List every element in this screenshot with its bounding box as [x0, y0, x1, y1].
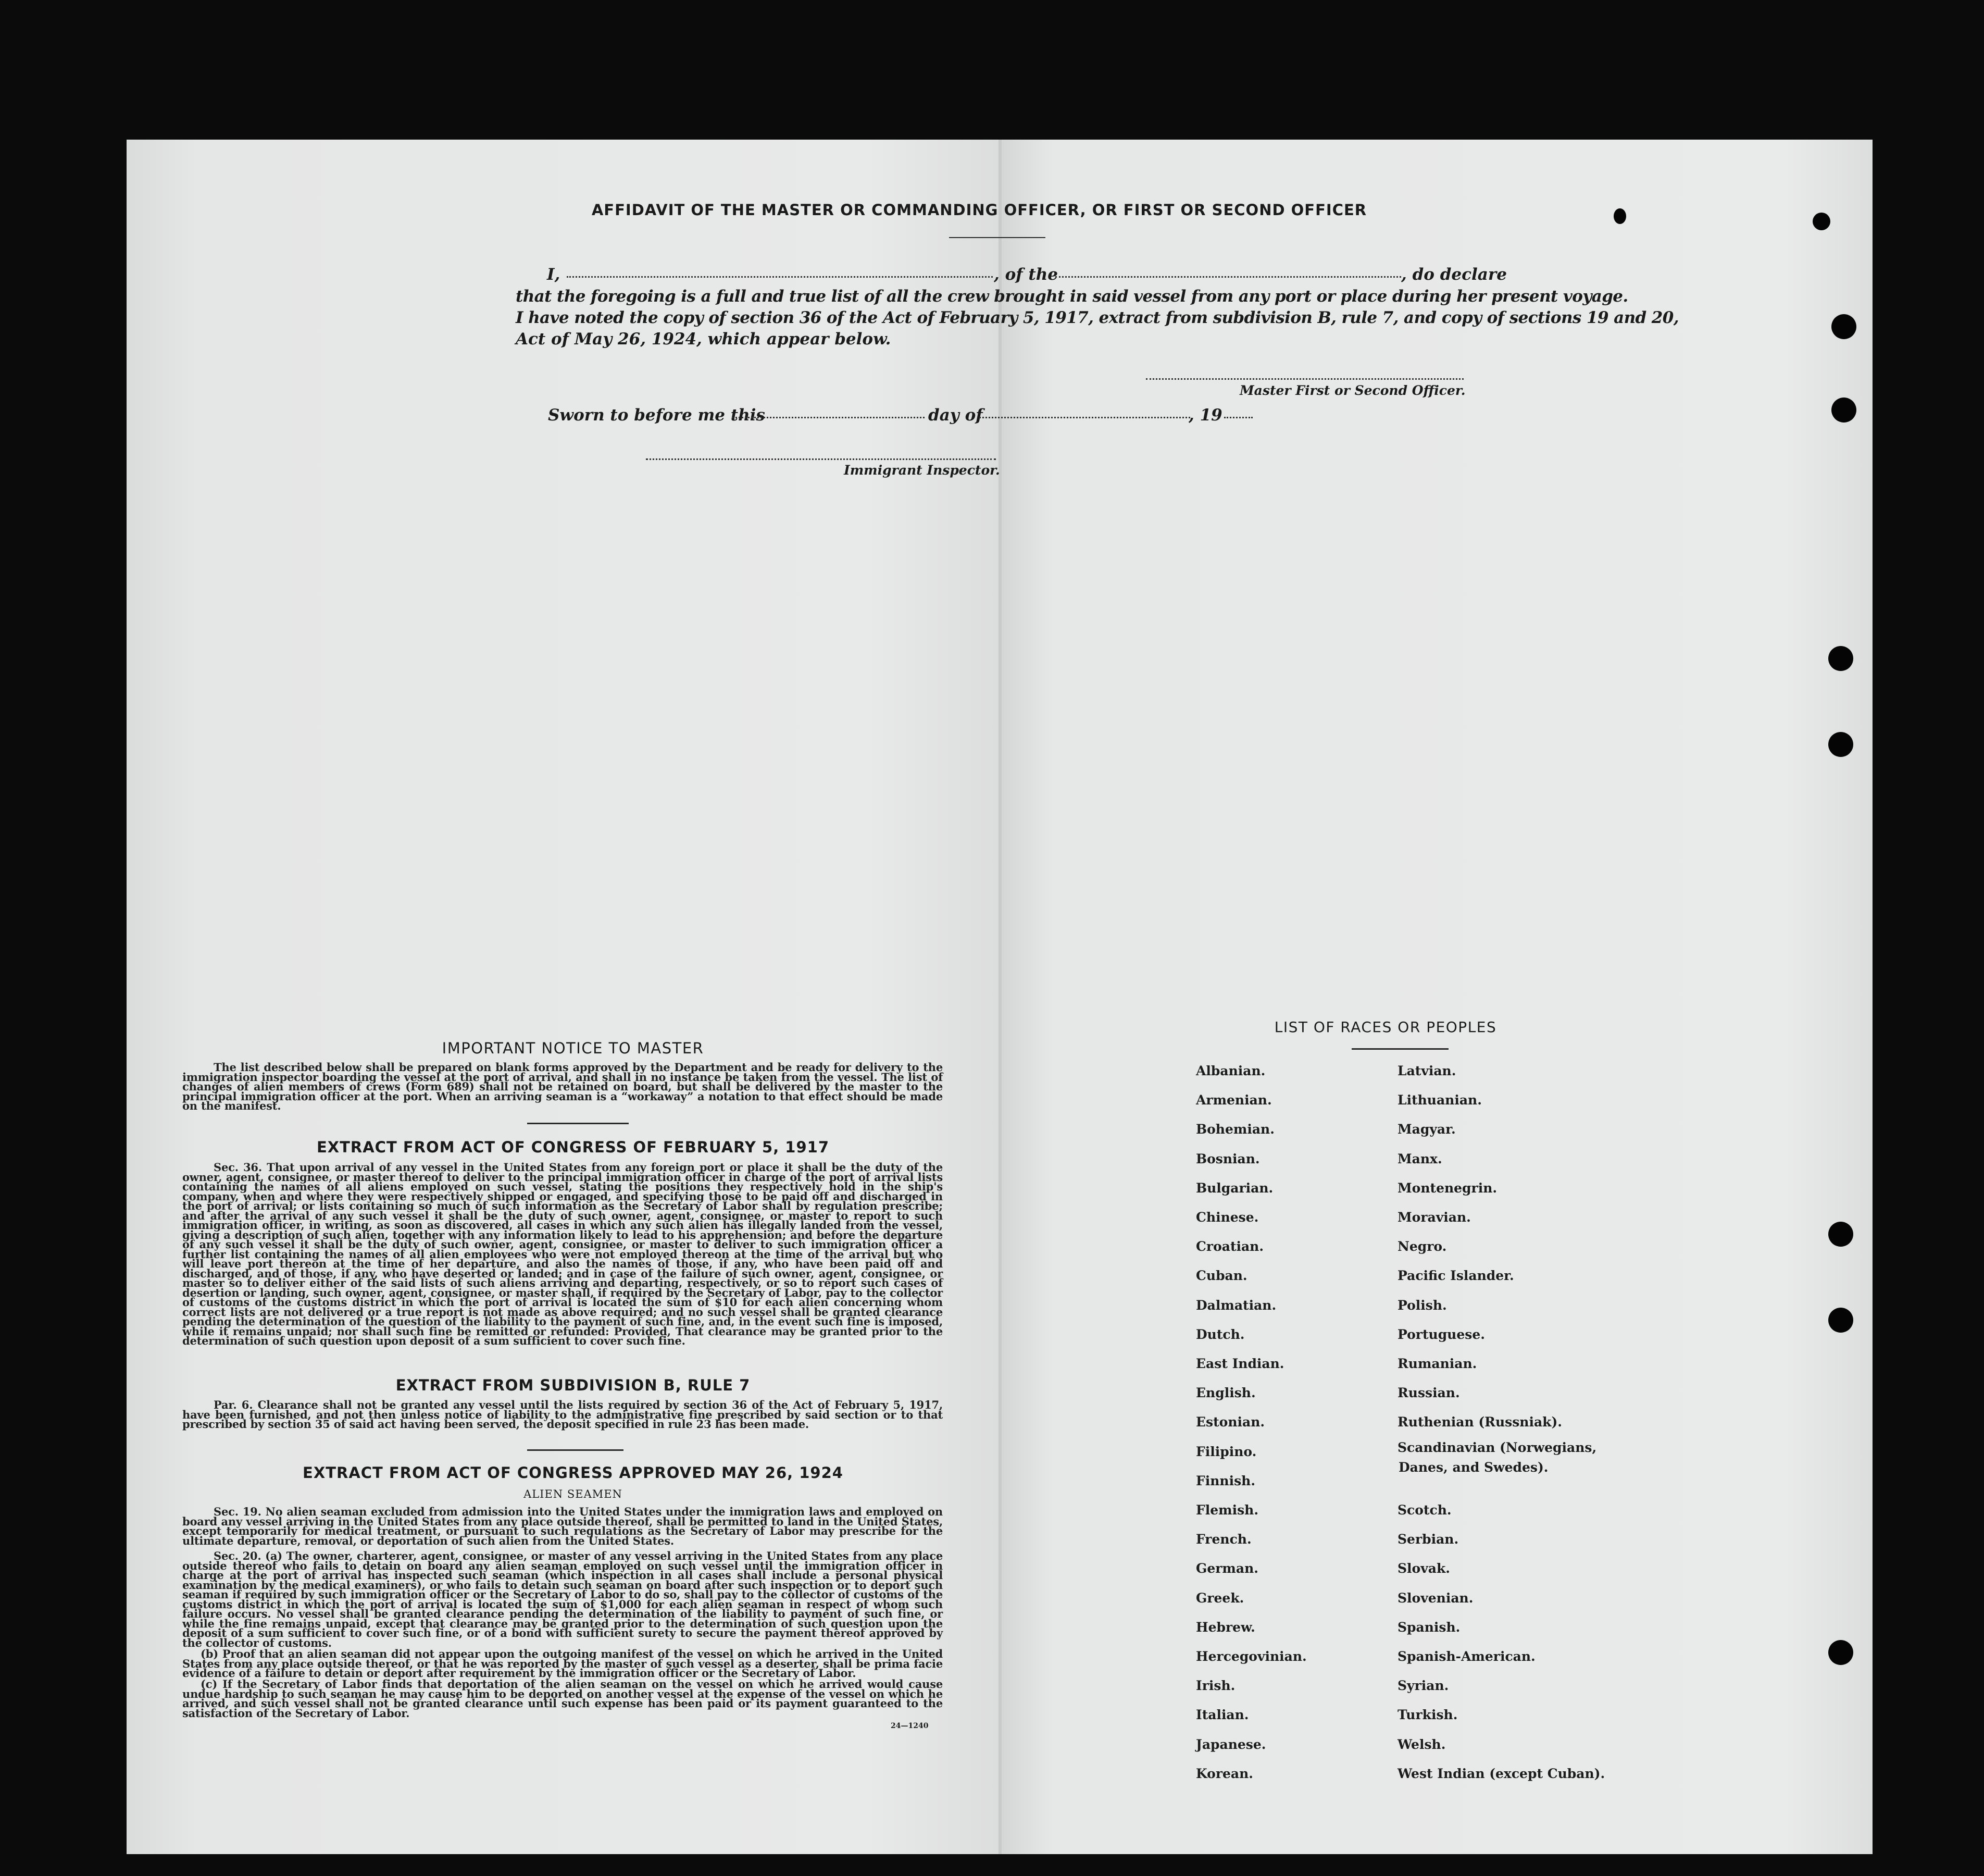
race-item: Negro.	[1397, 1239, 1447, 1254]
extract-1917-text: Sec. 36. That upon arrival of any vessel in the United States from any foreign port or place it shall be the duty of the owner, agent, consignee, or master thereof to deliver to the principal immigration officer in charge of the port of arrival lists containing the names of all aliens employed on such vessel, stating the positions they respectively hold in the ship's company, when and where they were respectively shipped or engaged, and specifying those to be paid off and discharged in the port of arrival; or lists containing so much of such information as the Secretary of Labor shall by regulation prescribe; and after the arrival of any such vessel it shall be the duty of such owner, agent, consignee, or master to report to such immigration officer, in writing, as soon as discovered, all cases in which any such alien has illegally landed from the vessel, giving a description of such alien, together with any information likely to lead to his apprehension; and before the departure of any such vessel it shall be the duty of such owner, agent, consignee, or master to deliver to such immigration officer a further list containing the names of all alien employees who were not employed thereon at the time of the arrival but who will leave port thereon at the time of her departure, and also the names of those, if any, who have been paid off and discharged, and of those, if any, who have deserted or landed; and in case of the failure of such owner, agent, consignee, or master so to deliver either of the said lists of such aliens arriving and departing, respectively, or so to report such cases of desertion or landing, such owner, agent, consignee, or master shall, if required by the Secretary of Labor, pay to the collector of customs of the customs district in which the port of arrival is located the sum of $10 for each alien concerning whom correct lists are not delivered or a true report is not made as above required; and no such vessel shall be granted clearance pending the determination of the question of the liability to the payment of such fine, and, in the event such fine is imposed, while it remains unpaid; nor shall such fine be remitted or refunded: Provided, That clearance may be granted prior to the determination of such question upon deposit of a sum sufficient to cover such fine.	[182, 1161, 943, 1347]
race-item: Dutch.	[1196, 1326, 1245, 1342]
affidavit-i-label: I,	[547, 265, 560, 284]
race-item: Chinese.	[1196, 1210, 1259, 1225]
punch-hole	[1614, 208, 1626, 224]
race-item: Scotch.	[1397, 1502, 1452, 1518]
affidavit-line-4: Act of May 26, 1924, which appear below.	[516, 330, 891, 349]
race-item: Spanish.	[1397, 1619, 1461, 1635]
master-signature-field[interactable]	[1146, 378, 1464, 380]
race-item: Serbian.	[1397, 1532, 1459, 1547]
sworn-month-field[interactable]	[979, 417, 1190, 418]
race-item: Japanese.	[1196, 1736, 1266, 1752]
race-item: Rumanian.	[1397, 1356, 1477, 1371]
punch-hole	[1813, 213, 1830, 230]
extract-1924-title: EXTRACT FROM ACT OF CONGRESS APPROVED MAY 26, 1924	[303, 1464, 843, 1482]
affidavit-line-2: that the foregoing is a full and true list of all the crew brought in said vessel from any port or place during her present voyage.	[516, 287, 1628, 306]
race-item: Bulgarian.	[1196, 1180, 1274, 1196]
inspector-signature-caption: Immigrant Inspector.	[844, 463, 1000, 478]
race-item: Cuban.	[1196, 1268, 1247, 1284]
vessel-name-field[interactable]	[1055, 276, 1401, 278]
sworn-day-field[interactable]	[732, 417, 925, 418]
race-item: West Indian (except Cuban).	[1397, 1766, 1605, 1781]
notice-text: The list described below shall be prepared on blank forms approved by the Department and be ready for delivery to the immigration inspector boarding the vessel at the port of arrival, and shall in no instance be taken from the vessel. The list of changes of alien members of crews (Form 689) shall not be retained on board, but shall be delivered by the master to the principal immigration officer at the port. When an arriving seaman is a “workaway” a notation to that effect should be made on the manifest.	[182, 1061, 943, 1112]
extract-1924-sec20c: (c) If the Secretary of Labor finds that deportation of the alien seaman on the vessel on which he arrived would cause undue hardship to such seaman he may cause him to be deported on another vessel at the expense of the vessel on which he arrived, and such vessel shall not be granted clearance until such expense has been paid or its payment guaranteed to the satisfaction of the Secretary of Labor.	[182, 1678, 943, 1720]
notice-title: IMPORTANT NOTICE TO MASTER	[442, 1039, 704, 1057]
affidavit-line-3: I have noted the copy of section 36 of the Act of February 5, 1917, extract from subdivision B, rule 7, and copy of sections 19 and 20,	[516, 308, 1679, 327]
year-prefix-label: , 19	[1189, 406, 1222, 425]
race-item: Bohemian.	[1196, 1122, 1275, 1137]
race-item: Magyar.	[1397, 1122, 1456, 1137]
punch-hole	[1831, 397, 1856, 423]
extract-1924-sec19: Sec. 19. No alien seaman excluded from admission into the United States under the immigration laws and employed on board any vessel arriving in the United States from any place outside thereof, shall be permitted to land in the United States, except temporarily for medical treatment, or pursuant to such regulations as the Secretary of Labor may prescribe for the ultimate departure, removal, or deportation of such alien from the United States.	[182, 1505, 943, 1547]
race-item: Filipino.	[1196, 1444, 1257, 1459]
race-item: Estonian.	[1196, 1414, 1265, 1430]
race-item: Bosnian.	[1196, 1151, 1260, 1166]
punch-hole	[1828, 1640, 1853, 1665]
divider	[527, 1449, 623, 1451]
races-title: LIST OF RACES OR PEOPLES	[1274, 1018, 1497, 1036]
race-item: Slovak.	[1397, 1561, 1450, 1576]
race-item: Russian.	[1397, 1385, 1460, 1401]
punch-hole	[1828, 732, 1853, 757]
punch-hole	[1828, 646, 1853, 671]
form-number: 24—1240	[891, 1722, 929, 1730]
race-item: Slovenian.	[1397, 1590, 1474, 1606]
race-item: Hercegovinian.	[1196, 1649, 1307, 1664]
inspector-signature-field[interactable]	[646, 458, 996, 460]
race-item: Flemish.	[1196, 1502, 1259, 1518]
race-item: Scandinavian (Norwegians,	[1397, 1439, 1597, 1455]
race-item: East Indian.	[1196, 1356, 1284, 1371]
race-item: Dalmatian.	[1196, 1297, 1277, 1313]
race-item: French.	[1196, 1532, 1252, 1547]
master-name-field[interactable]	[567, 276, 993, 278]
race-item: Croatian.	[1196, 1239, 1264, 1254]
race-item: Armenian.	[1196, 1092, 1272, 1108]
race-item: Portuguese.	[1397, 1326, 1485, 1342]
races-title-underline	[1352, 1048, 1449, 1050]
subdivision-b-text: Par. 6. Clearance shall not be granted any vessel until the lists required by section 36 of the Act of February 5, 1917, have been furnished, and not then unless notice of liability to the administrative fine prescribed by said section or to that prescribed by section 35 of said act having been served, the deposit specified in rule 23 has been made.	[182, 1398, 943, 1431]
race-item: Pacific Islander.	[1397, 1268, 1514, 1284]
race-item: Danes, and Swedes).	[1399, 1459, 1549, 1475]
race-item: Manx.	[1397, 1151, 1442, 1166]
race-item: Moravian.	[1397, 1210, 1471, 1225]
race-item: Irish.	[1196, 1678, 1236, 1694]
do-declare-label: , do declare	[1401, 265, 1507, 284]
subdivision-b-title: EXTRACT FROM SUBDIVISION B, RULE 7	[395, 1376, 751, 1394]
race-item: Ruthenian (Russniak).	[1397, 1414, 1562, 1430]
race-item: Montenegrin.	[1397, 1180, 1498, 1196]
race-item: Latvian.	[1397, 1063, 1456, 1078]
race-item: Syrian.	[1397, 1678, 1449, 1694]
divider	[527, 1123, 629, 1124]
punch-hole	[1831, 314, 1856, 339]
race-item: Welsh.	[1397, 1736, 1446, 1752]
punch-hole	[1828, 1308, 1853, 1333]
of-the-label: , of the	[994, 265, 1058, 284]
race-item: Lithuanian.	[1397, 1092, 1482, 1108]
title-underline	[949, 237, 1045, 238]
extract-1924-sec20a: Sec. 20. (a) The owner, charterer, agent, consignee, or master of any vessel arriving in the United States from any place outside thereof who fails to detain on board any alien seaman employed on such vessel until the immigration officer in charge at the port of arrival has inspected such seaman (which inspection in all cases shall include a personal physical examination by the medical examiners), or who fails to detain such seaman on board after such inspection or to deport such seaman if required by such immigration officer or the Secretary of Labor to do so, shall pay to the collector of customs of the customs district in which the port of arrival is located the sum of $1,000 for each alien seaman in respect of whom such failure occurs. No vessel shall be granted clearance pending the determination of the liability to payment of such fine, or while the fine remains unpaid, except that clearance may be granted prior to the determination of such question upon the deposit of a sum sufficient to cover such fine, or of a bond with sufficient surety to secure the payment thereof approved by the collector of customs.	[182, 1549, 943, 1649]
race-item: Albanian.	[1196, 1063, 1266, 1078]
race-item: Turkish.	[1397, 1707, 1458, 1723]
race-item: Korean.	[1196, 1766, 1254, 1781]
extract-1917-title: EXTRACT FROM ACT OF CONGRESS OF FEBRUARY 5, 1917	[316, 1138, 830, 1156]
race-item: Finnish.	[1196, 1473, 1256, 1488]
affidavit-title: AFFIDAVIT OF THE MASTER OR COMMANDING OFFICER, OR FIRST OR SECOND OFFICER	[591, 201, 1367, 219]
punch-hole	[1828, 1222, 1853, 1247]
extract-1924-sec20b: (b) Proof that an alien seaman did not appear upon the outgoing manifest of the vessel on which he arrived in the United States from any place outside thereof, or that he was reported by the master of such vessel as a deserter, shall be prima facie evidence of a failure to detain or deport after requirement by the immigration officer or the Secretary of Labor.	[182, 1647, 943, 1680]
master-signature-caption: Master First or Second Officer.	[1240, 383, 1466, 398]
sworn-year-field[interactable]	[1224, 417, 1253, 418]
race-item: Spanish-American.	[1397, 1649, 1536, 1664]
race-item: English.	[1196, 1385, 1256, 1401]
page-fold	[999, 140, 1002, 1854]
race-item: Italian.	[1196, 1707, 1249, 1723]
alien-seamen-subtitle: ALIEN SEAMEN	[523, 1488, 622, 1500]
race-item: German.	[1196, 1561, 1258, 1576]
race-item: Greek.	[1196, 1590, 1244, 1606]
race-item: Polish.	[1397, 1297, 1447, 1313]
sworn-label: Sworn to before me this	[548, 406, 765, 425]
day-of-label: day of	[928, 406, 983, 425]
race-item: Hebrew.	[1196, 1619, 1255, 1635]
